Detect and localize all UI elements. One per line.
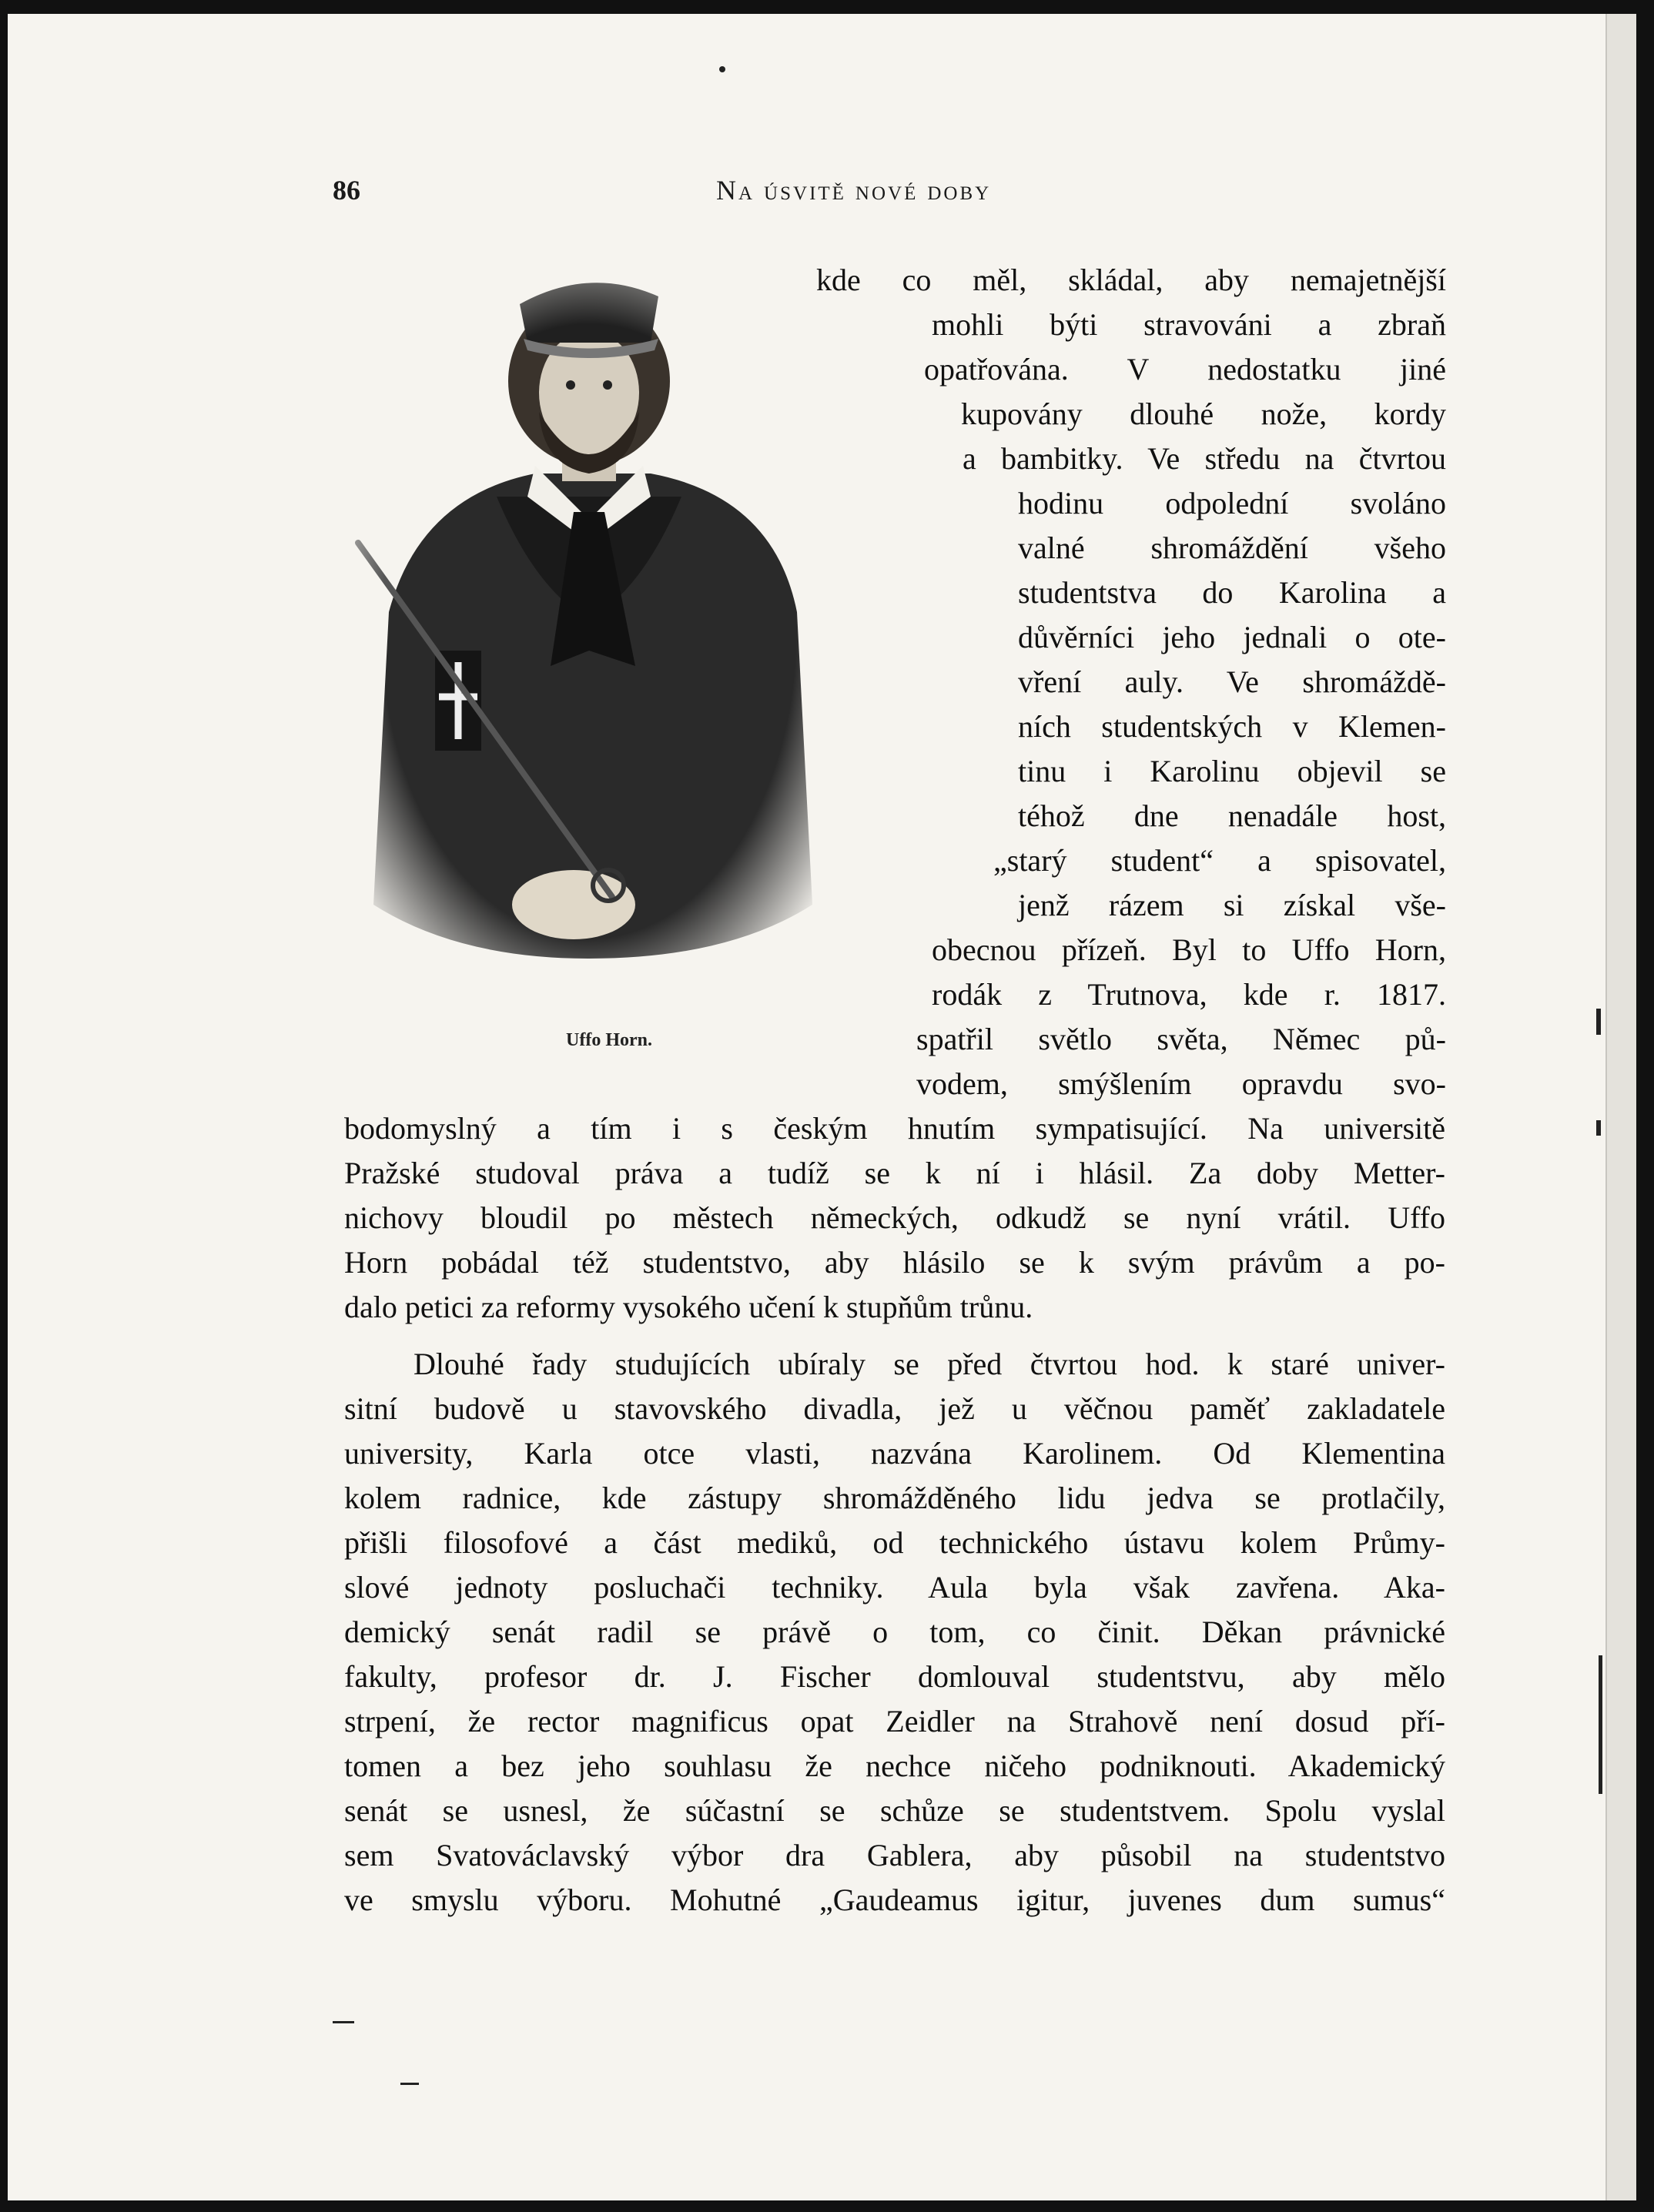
- text-line: Pražské studoval práva a tudíž se k ní i hlásil. Za doby Metter-: [344, 1156, 1445, 1190]
- text-line: sem Svatováclavský výbor dra Gablera, aby působil na studentstvo: [344, 1838, 1445, 1872]
- text-line: kupovány dlouhé nože, kordy: [961, 397, 1446, 431]
- text-line: nichovy bloudil po městech německých, odkudž se nyní vrátil. Uffo: [344, 1200, 1445, 1235]
- scan-speck: [1596, 1120, 1601, 1136]
- text-line: dalo petici za reformy vysokého učení k stupňům trůnu.: [344, 1290, 1033, 1324]
- text-line: demický senát radil se právě o tom, co činit. Děkan právnické: [344, 1615, 1445, 1649]
- text-line: studentstva do Karolina a: [1018, 575, 1446, 610]
- scan-speck: [1596, 1009, 1601, 1035]
- text-line: strpení, že rector magnificus opat Zeidler na Strahově není dosud pří-: [344, 1704, 1445, 1738]
- running-title: Na úsvitě nové doby: [716, 175, 992, 206]
- text-line: slové jednoty posluchači techniky. Aula byla však zavřena. Aka-: [344, 1570, 1445, 1605]
- text-line: tinu i Karolinu objevil se: [1018, 754, 1446, 788]
- text-line: téhož dne nenadále host,: [1018, 798, 1446, 833]
- text-line: spatřil světlo světa, Němec pů-: [916, 1022, 1446, 1056]
- text-line: Horn pobádal též studentstvo, aby hlásilo se k svým právům a po-: [344, 1245, 1445, 1280]
- text-line: opatřována. V nedostatku jiné: [924, 352, 1446, 387]
- scan-speck: [1599, 1655, 1602, 1794]
- text-line: fakulty, profesor dr. J. Fischer domlouval studentstvu, aby mělo: [344, 1659, 1445, 1694]
- text-line: důvěrníci jeho jednali o ote-: [1018, 620, 1446, 654]
- text-line: kde co měl, skládal, aby nemajetnější: [816, 263, 1446, 297]
- figure-caption: Uffo Horn.: [566, 1030, 652, 1050]
- text-line: rodák z Trutnova, kde r. 1817.: [932, 977, 1446, 1012]
- text-line: vodem, smýšlením opravdu svo-: [916, 1066, 1446, 1101]
- text-line: hodinu odpolední svoláno: [1018, 486, 1446, 520]
- scan-speck: [719, 66, 725, 72]
- text-line: senát se usnesl, že súčastní se schůze se studentstvem. Spolu vyslal: [344, 1793, 1445, 1828]
- text-line: tomen a bez jeho souhlasu že nechce ničeho podniknouti. Akademický: [344, 1749, 1445, 1783]
- page-number: 86: [333, 175, 360, 206]
- text-line: a bambitky. Ve středu na čtvrtou: [963, 441, 1446, 476]
- text-line: ních studentských v Klemen-: [1018, 709, 1446, 744]
- text-line: jenž rázem si získal vše-: [1018, 888, 1446, 922]
- text-line: obecnou přízeň. Byl to Uffo Horn,: [932, 932, 1446, 967]
- scan-speck: [400, 2083, 419, 2085]
- text-line: valné shromáždění všeho: [1018, 530, 1446, 565]
- page-edge: [1605, 14, 1636, 2200]
- text-line: přišli filosofové a část mediků, od technického ústavu kolem Průmy-: [344, 1525, 1445, 1560]
- vignette: [343, 266, 835, 997]
- text-line: ve smyslu výboru. Mohutné „Gaudeamus igitur, juvenes dum sumus“: [344, 1882, 1445, 1917]
- text-line: bodomyslný a tím i s českým hnutím sympatisující. Na universitě: [344, 1111, 1445, 1146]
- text-line: university, Karla otce vlasti, nazvána Karolinem. Od Klementina: [344, 1436, 1445, 1471]
- text-line: Dlouhé řady studujících ubíraly se před čtvrtou hod. k staré univer-: [414, 1347, 1445, 1381]
- text-line: vření auly. Ve shromáždě-: [1018, 664, 1446, 699]
- text-line: mohli býti stravováni a zbraň: [932, 307, 1446, 342]
- portrait-illustration: [343, 266, 835, 997]
- scan-speck: [333, 2021, 354, 2023]
- text-line: kolem radnice, kde zástupy shromážděného lidu jedva se protlačily,: [344, 1481, 1445, 1515]
- text-line: sitní budově u stavovského divadla, jež u věčnou paměť zakladatele: [344, 1391, 1445, 1426]
- text-line: „starý student“ a spisovatel,: [993, 843, 1446, 878]
